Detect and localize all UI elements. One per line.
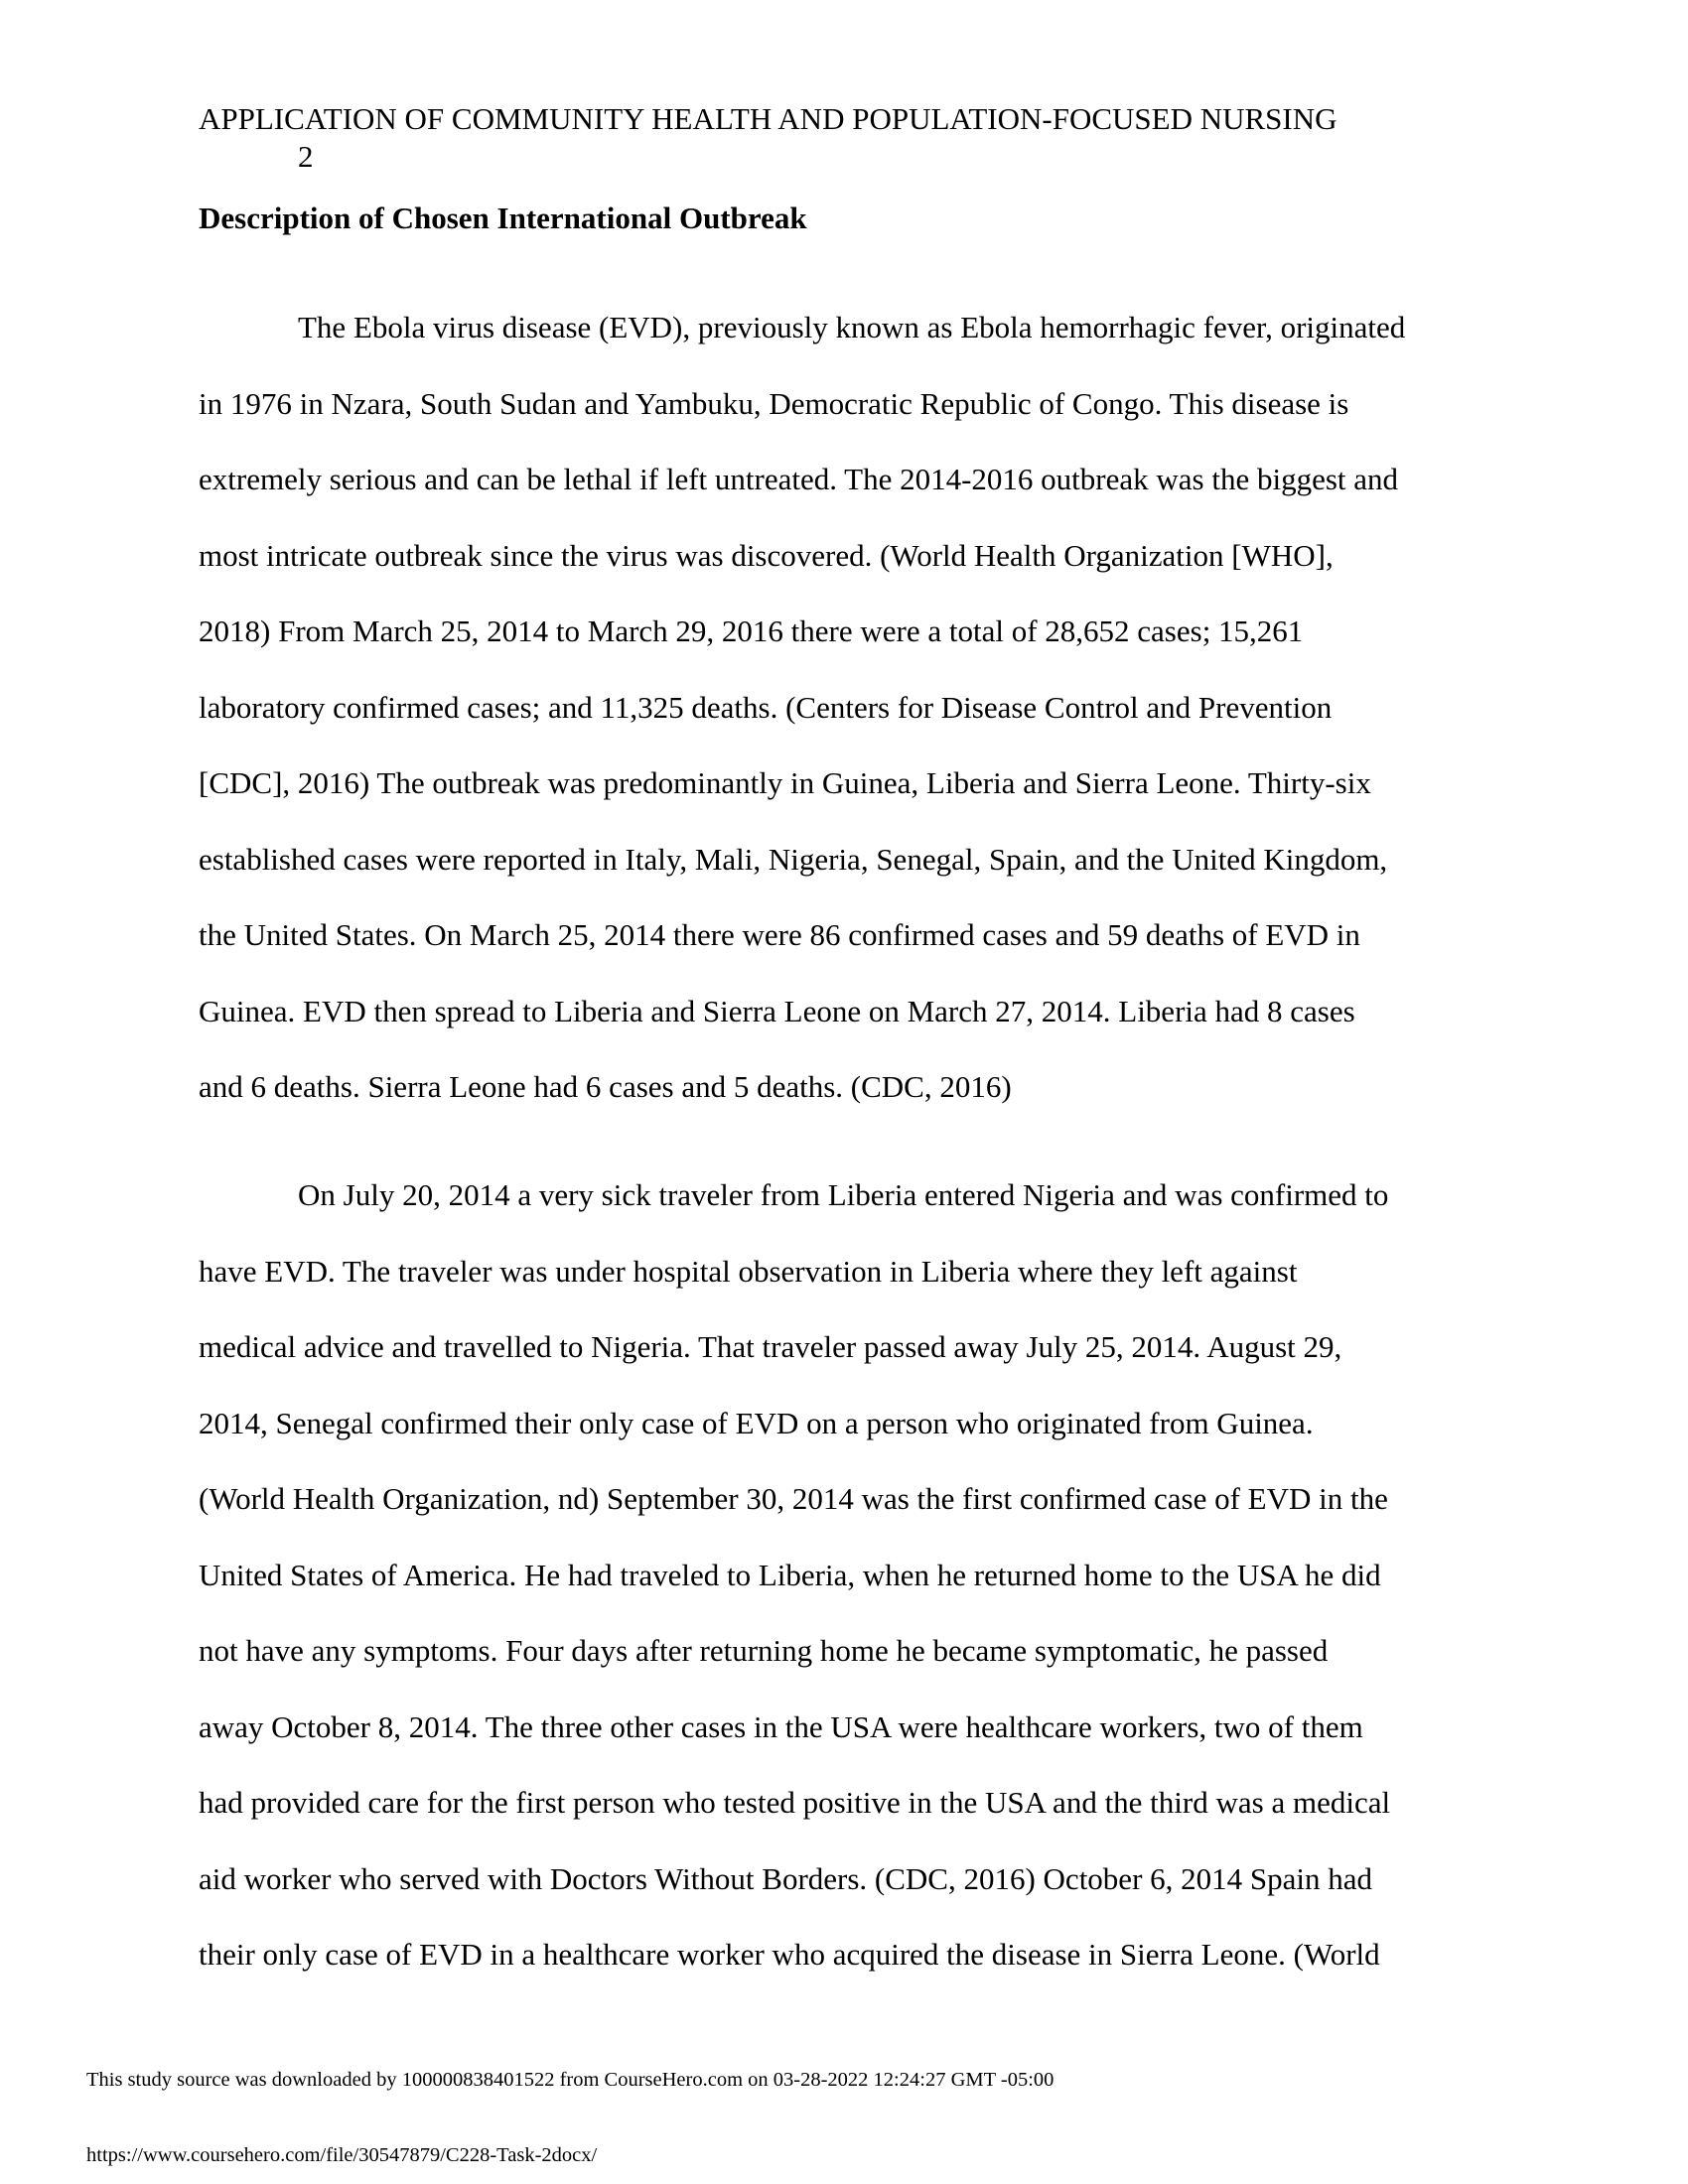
paragraph-line: aid worker who served with Doctors Without Borders. (CDC, 2016) October 6, 2014 Spain had: [199, 1860, 1373, 1896]
paragraph-line: the United States. On March 25, 2014 there were 86 confirmed cases and 59 deaths of EVD in: [199, 917, 1360, 952]
paragraph-line: had provided care for the first person who tested positive in the USA and the third was a medical: [199, 1785, 1391, 1820]
paragraph-line: 2018) From March 25, 2014 to March 29, 2016 there were a total of 28,652 cases; 15,261: [199, 614, 1304, 648]
download-notice: This study source was downloaded by 100000838401522 from CourseHero.com on 03-28-2022 12:24:27 GMT -05:00: [86, 2069, 1055, 2091]
paragraph-line: established cases were reported in Italy, Mali, Nigeria, Senegal, Spain, and the United Kingdom,: [199, 841, 1388, 877]
source-url-link[interactable]: https://www.coursehero.com/file/30547879/C228-Task-2docx/: [86, 2144, 598, 2166]
running-head: APPLICATION OF COMMUNITY HEALTH AND POPULATION-FOCUSED NURSING: [199, 101, 1337, 136]
paragraph-line: The Ebola virus disease (EVD), previously known as Ebola hemorrhagic fever, originated: [298, 310, 1406, 344]
paragraph-line: and 6 deaths. Sierra Leone had 6 cases and 5 deaths. (CDC, 2016): [199, 1069, 1012, 1104]
section-heading: Description of Chosen International Outbreak: [199, 201, 807, 235]
paragraph-line: extremely serious and can be lethal if left untreated. The 2014-2016 outbreak was the biggest and: [199, 462, 1399, 496]
paragraph-line: medical advice and travelled to Nigeria. That traveler passed away July 25, 2014. August 29,: [199, 1329, 1342, 1364]
paragraph-line: [CDC], 2016) The outbreak was predominantly in Guinea, Liberia and Sierra Leone. Thirty-six: [199, 765, 1371, 800]
paragraph-line: laboratory confirmed cases; and 11,325 deaths. (Centers for Disease Control and Prevention: [199, 689, 1333, 725]
paragraph-line: away October 8, 2014. The three other cases in the USA were healthcare workers, two of them: [199, 1708, 1363, 1744]
paragraph-1: [199, 290, 1405, 1126]
paragraph-line: have EVD. The traveler was under hospital observation in Liberia where they left against: [199, 1253, 1298, 1289]
paragraph-line: On July 20, 2014 a very sick traveler from Liberia entered Nigeria and was confirmed to: [298, 1177, 1389, 1212]
paragraph-2: [199, 1158, 1390, 1993]
paragraph-line: in 1976 in Nzara, South Sudan and Yambuku, Democratic Republic of Congo. This disease is: [199, 385, 1349, 421]
page-number: 2: [298, 139, 314, 174]
paragraph-line: their only case of EVD in a healthcare worker who acquired the disease in Sierra Leone. (World: [199, 1937, 1380, 1972]
paragraph-line: most intricate outbreak since the virus was discovered. (World Health Organization [WHO],: [199, 537, 1334, 573]
paragraph-line: 2014, Senegal confirmed their only case of EVD on a person who originated from Guinea.: [199, 1405, 1314, 1440]
paragraph-line: United States of America. He had traveled to Liberia, when he returned home to the USA he did: [199, 1557, 1381, 1592]
paragraph-line: not have any symptoms. Four days after returning home he became symptomatic, he passed: [199, 1633, 1329, 1668]
paragraph-line: Guinea. EVD then spread to Liberia and Sierra Leone on March 27, 2014. Liberia had 8 cases: [199, 993, 1355, 1028]
paragraph-line: (World Health Organization, nd) September 30, 2014 was the first confirmed case of EVD in the: [199, 1481, 1388, 1516]
